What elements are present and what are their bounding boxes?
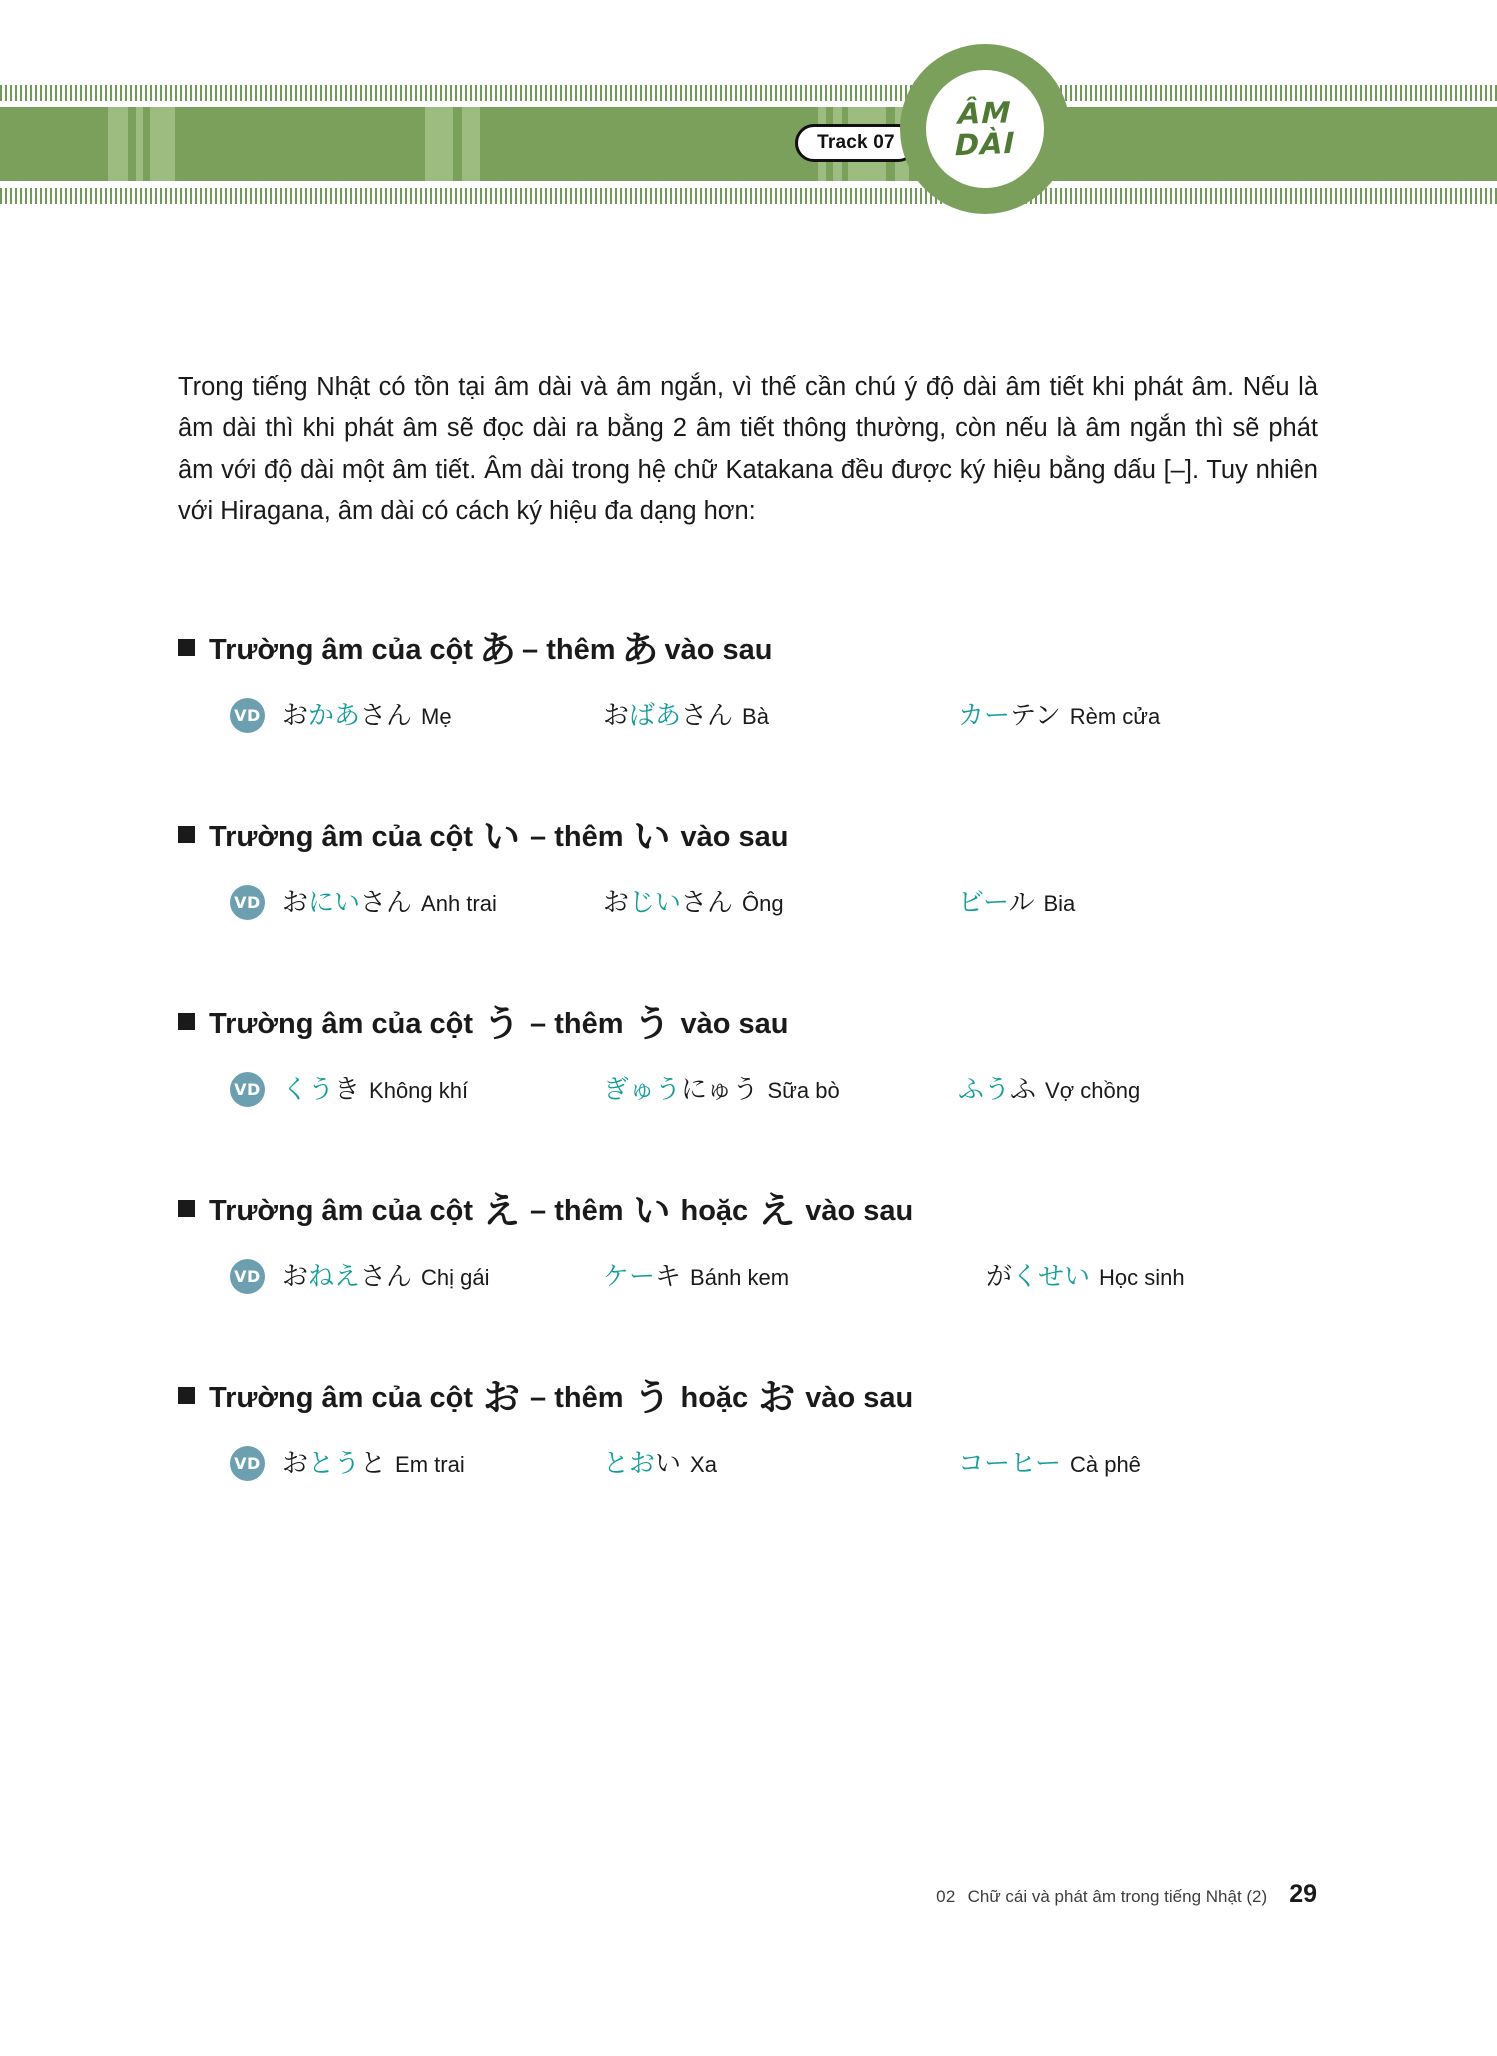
example-jp-pre: お [603,701,630,731]
example-meaning: Cà phê [1069,1452,1141,1477]
heading-prefix: Trường âm của cột [209,1195,474,1227]
bullet-square-icon [178,826,195,843]
heading-middle: – thêm [530,1382,624,1414]
vd-badge: VD [230,1259,265,1294]
vd-badge: VD [230,1072,265,1107]
section-heading [178,803,1398,857]
example-jp-highlight: ケー [603,1262,656,1292]
example-meaning: Bà [742,704,769,729]
section-heading [178,1364,1398,1418]
example-item [986,1257,1185,1298]
example-jp-highlight: じい [629,888,682,918]
example-jp-highlight: ビー [958,888,1009,918]
vd-badge: VD [230,698,265,733]
example-meaning: Xa [690,1452,717,1477]
example-jp-post: と [360,1449,387,1479]
section-heading [178,1177,1398,1231]
example-meaning: Chị gái [421,1265,490,1290]
heading-kana-column: え [483,1189,521,1232]
example-row [178,1444,1398,1488]
header-stripe [150,107,175,181]
example-item [282,1070,468,1111]
example-jp-highlight: とう [308,1449,361,1479]
example-item [282,1257,490,1298]
example-meaning: Học sinh [1099,1265,1185,1290]
track-badge[interactable]: Track 07 [795,124,917,162]
heading-kana-column: う [483,1002,521,1045]
example-jp-pre: が [986,1262,1013,1292]
example-jp-highlight: コーヒー [958,1449,1061,1479]
example-item [603,696,769,737]
header-stripe [136,107,143,181]
example-jp-highlight: かあ [308,701,361,731]
bullet-square-icon [178,1387,195,1404]
vd-badge: VD [230,885,265,920]
example-jp-post: い [655,1449,682,1479]
example-jp-post: キ [655,1262,682,1292]
example-meaning: Sữa bò [767,1078,840,1103]
example-meaning: Em trai [395,1452,465,1477]
bullet-square-icon [178,639,195,656]
heading-middle: – thêm [530,821,624,853]
example-meaning: Bia [1043,891,1076,916]
vd-badge: VD [230,1446,265,1481]
example-jp-post: テン [1010,701,1061,731]
heading-middle-2: hoặc [680,1195,749,1227]
example-row [178,1070,1398,1114]
example-item [282,1444,465,1485]
page-header-banner [0,85,1497,220]
example-meaning: Anh trai [421,891,497,916]
example-item [282,883,497,924]
example-meaning: Ông [742,891,784,916]
heading-suffix: vào sau [680,1008,789,1040]
heading-suffix: vào sau [805,1382,914,1414]
example-meaning: Rèm cửa [1069,704,1161,729]
example-meaning: Không khí [369,1078,469,1103]
heading-kana-column: い [483,815,521,858]
heading-middle: – thêm [522,634,616,666]
example-meaning: Mẹ [421,704,452,729]
example-jp-highlight: ばあ [629,701,682,731]
example-meaning: Vợ chồng [1045,1078,1141,1103]
am-dai-circle-badge [900,44,1070,214]
example-jp-highlight: ねえ [308,1262,361,1292]
example-jp-highlight: くせい [1012,1262,1091,1292]
example-jp-highlight: にい [308,888,361,918]
section-a [178,616,1398,740]
header-green-bar [0,107,1497,181]
heading-prefix: Trường âm của cột [209,1008,474,1040]
example-jp-highlight: ぎゅう [603,1075,682,1105]
example-item [603,1444,717,1485]
example-jp-pre: お [282,701,309,731]
example-jp-highlight: ふう [958,1075,1011,1105]
example-jp-pre: お [282,888,309,918]
example-item [603,883,784,924]
heading-prefix: Trường âm của cột [209,821,474,853]
example-jp-highlight: カー [958,701,1011,731]
heading-prefix: Trường âm của cột [209,634,474,666]
example-jp-post: ル [1008,888,1035,918]
heading-kana-added-2: お [758,1376,796,1419]
heading-suffix: vào sau [680,821,789,853]
section-heading [178,616,1398,670]
example-jp-pre: お [603,888,630,918]
header-stripe [425,107,453,181]
example-item [958,883,1075,924]
heading-kana-added: う [633,1376,671,1419]
example-item [603,1257,789,1298]
example-row [178,1257,1398,1301]
example-jp-post: さん [360,701,413,731]
example-jp-pre: お [282,1449,309,1479]
example-item [958,1070,1140,1111]
heading-middle: – thêm [530,1195,624,1227]
am-dai-line-1: ÂM [957,95,1013,131]
heading-kana-added: い [633,1189,671,1232]
section-i [178,803,1398,927]
heading-kana-column: お [483,1376,521,1419]
example-jp-post: にゅう [681,1075,759,1105]
example-jp-post: さん [681,888,734,918]
heading-kana-added: あ [621,628,659,671]
example-item [282,696,452,737]
footer-page-number: 29 [1289,1880,1317,1908]
heading-kana-added: う [633,1002,671,1045]
header-stripe [462,107,480,181]
example-jp-post: さん [360,1262,413,1292]
section-heading [178,990,1398,1044]
example-jp-pre: お [282,1262,309,1292]
example-row [178,883,1398,927]
heading-middle-2: hoặc [680,1382,749,1414]
header-hatch-bottom [0,188,1497,204]
example-jp-highlight: くう [282,1075,335,1105]
intro-paragraph: Trong tiếng Nhật có tồn tại âm dài và âm ngắn, vì thế cần chú ý độ dài âm tiết khi phát âm. Nếu là âm dài thì khi phát âm sẽ đọc dài ra bằng 2 âm tiết thông thường, còn nếu là âm ngắn thì sẽ phát âm với độ dài một âm tiết. Âm dài trong hệ chữ Katakana đều được ký hiệu bằng dấu [–]. Tuy nhiên với Hiragana, âm dài có cách ký hiệu đa dạng hơn: [178,373,1318,525]
heading-kana-added-2: え [758,1189,796,1232]
footer-chapter-title: Chữ cái và phát âm trong tiếng Nhật (2) [967,1887,1268,1906]
example-jp-post: き [334,1075,361,1105]
bullet-square-icon [178,1200,195,1217]
section-e [178,1177,1398,1301]
example-jp-post: さん [681,701,734,731]
example-row [178,696,1398,740]
heading-suffix: vào sau [664,634,773,666]
example-item [603,1070,840,1111]
heading-middle: – thêm [530,1008,624,1040]
example-item [958,696,1160,737]
footer-chapter-number: 02 [936,1887,956,1906]
am-dai-line-2: DÀI [954,125,1016,163]
heading-kana-column: あ [479,628,517,671]
heading-suffix: vào sau [805,1195,914,1227]
example-meaning: Bánh kem [690,1265,790,1290]
header-stripe [108,107,128,181]
heading-kana-added: い [633,815,671,858]
example-jp-post: ふ [1010,1075,1037,1105]
am-dai-circle-inner [926,70,1044,188]
heading-prefix: Trường âm của cột [209,1382,474,1414]
example-jp-post: さん [360,888,413,918]
section-u [178,990,1398,1114]
header-hatch-top [0,85,1497,101]
page-footer [0,1880,1497,1909]
bullet-square-icon [178,1013,195,1030]
example-item [958,1444,1141,1485]
section-o [178,1364,1398,1488]
example-jp-highlight: とお [603,1449,656,1479]
